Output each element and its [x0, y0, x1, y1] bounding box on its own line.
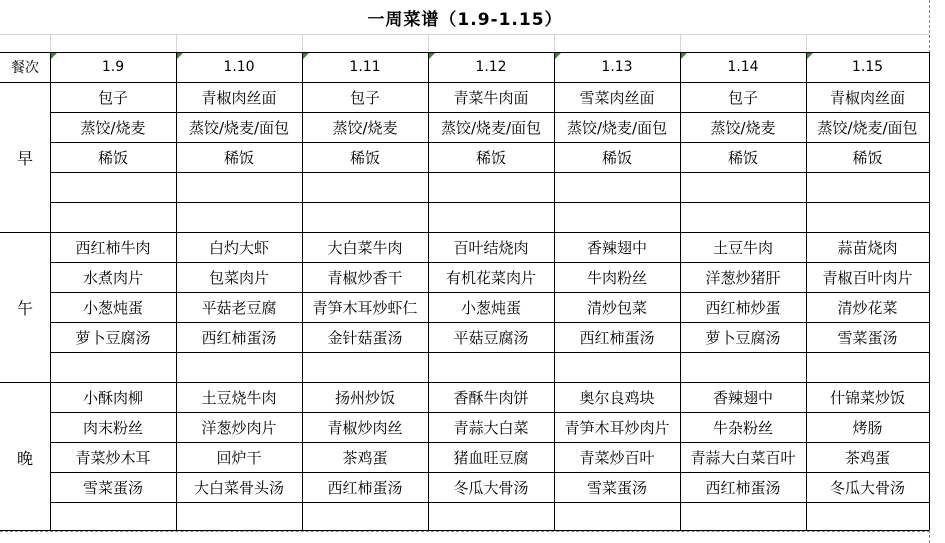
dish-cell: 牛肉粉丝	[586, 268, 647, 287]
dish-cell: 稀饭	[223, 148, 254, 167]
dish-cell	[50, 202, 176, 232]
dish-cell: 平菇老豆腐	[201, 298, 277, 317]
dish-cell: 青笋木耳炒虾仁	[312, 298, 418, 317]
dish-cell: 清炒花菜	[837, 298, 898, 317]
dish-cell: 西红柿蛋汤	[201, 328, 277, 347]
dish-cell: 青椒肉丝面	[201, 88, 277, 107]
dish-cell: 青蒜大白菜	[453, 418, 529, 437]
dish-cell: 茶鸡蛋	[342, 448, 388, 467]
dish-cell: 洋葱炒猪肝	[705, 268, 781, 287]
meal-label: 晚	[16, 448, 33, 468]
dish-cell	[806, 502, 929, 532]
dish-cell: 蒸饺/烧麦/面包	[188, 118, 290, 137]
gridline	[0, 34, 929, 35]
dish-cell: 青菜牛肉面	[453, 88, 529, 107]
dish-cell	[428, 502, 554, 532]
gridline	[176, 34, 177, 52]
gridline	[50, 34, 51, 52]
dish-cell	[302, 352, 428, 382]
header-corner-label: 餐次	[11, 60, 39, 76]
dish-cell: 蒸饺/烧麦	[332, 118, 398, 137]
dish-cell: 牛杂粉丝	[712, 418, 773, 437]
dish-cell: 青蒜大白菜百叶	[690, 448, 796, 467]
dish-cell: 青椒百叶肉片	[822, 268, 913, 287]
dish-cell: 稀饭	[727, 148, 758, 167]
dish-cell: 水煮肉片	[82, 268, 143, 287]
dish-cell: 西红柿蛋汤	[579, 328, 655, 347]
date-header: 1.10	[223, 59, 255, 75]
dish-cell: 蒜苗烧肉	[837, 238, 898, 257]
dish-cell	[554, 172, 680, 202]
dish-cell	[50, 172, 176, 202]
dish-cell: 雪菜蛋汤	[586, 478, 647, 497]
dish-cell: 什锦菜炒饭	[829, 388, 905, 407]
dish-cell: 青菜炒百叶	[579, 448, 655, 467]
dish-cell: 蒸饺/烧麦/面包	[440, 118, 542, 137]
dish-cell: 西红柿蛋汤	[327, 478, 403, 497]
cell-comment-marker	[429, 53, 435, 59]
dish-cell: 蒸饺/烧麦/面包	[817, 118, 918, 137]
dish-cell	[554, 202, 680, 232]
dish-cell: 平菇豆腐汤	[453, 328, 529, 347]
gridline	[680, 34, 681, 52]
dish-cell: 萝卜豆腐汤	[705, 328, 781, 347]
dish-cell: 稀饭	[475, 148, 506, 167]
cell-comment-marker	[51, 53, 57, 59]
dish-cell	[680, 352, 806, 382]
date-header: 1.9	[101, 59, 125, 75]
dish-cell	[302, 172, 428, 202]
dish-cell	[680, 202, 806, 232]
meal-label: 早	[16, 148, 33, 168]
dish-cell: 有机花菜肉片	[445, 268, 536, 287]
page-title: 一周菜谱（1.9-1.15）	[367, 9, 563, 30]
meal-label: 午	[16, 298, 33, 318]
gridline	[806, 34, 807, 52]
gridline	[554, 34, 555, 52]
dish-cell	[554, 352, 680, 382]
dish-cell	[806, 352, 929, 382]
cell-comment-marker	[303, 53, 309, 59]
dish-cell: 包子	[97, 88, 128, 107]
dish-cell	[428, 202, 554, 232]
dish-cell: 包子	[349, 88, 380, 107]
dish-cell: 青菜炒木耳	[75, 448, 151, 467]
date-header: 1.12	[475, 59, 507, 75]
dish-cell: 小酥肉柳	[82, 388, 143, 407]
dish-cell: 金针菇蛋汤	[327, 328, 403, 347]
dish-cell	[176, 352, 302, 382]
dish-cell	[428, 352, 554, 382]
dish-cell: 青椒炒肉丝	[327, 418, 403, 437]
dish-cell: 百叶结烧肉	[453, 238, 529, 257]
dish-cell	[806, 172, 929, 202]
date-header: 1.11	[349, 59, 381, 75]
dish-cell: 青笋木耳炒肉片	[564, 418, 670, 437]
dish-cell: 香酥牛肉饼	[453, 388, 529, 407]
dish-cell	[50, 352, 176, 382]
dish-cell: 清炒包菜	[586, 298, 647, 317]
dish-cell: 雪菜蛋汤	[837, 328, 898, 347]
dish-cell: 蒸饺/烧麦/面包	[566, 118, 668, 137]
cell-comment-marker	[177, 53, 183, 59]
dish-cell	[302, 502, 428, 532]
dish-cell: 小葱炖蛋	[82, 298, 143, 317]
dish-cell: 稀饭	[349, 148, 380, 167]
dish-cell: 猪血旺豆腐	[453, 448, 529, 467]
dish-cell: 香辣翅中	[712, 388, 773, 407]
dish-cell: 西红柿炒蛋	[705, 298, 781, 317]
dish-cell: 青椒肉丝面	[829, 88, 905, 107]
dish-cell	[50, 502, 176, 532]
date-header: 1.15	[851, 59, 884, 75]
dish-cell	[680, 502, 806, 532]
dish-cell: 萝卜豆腐汤	[75, 328, 151, 347]
dish-cell: 稀饭	[601, 148, 632, 167]
dish-cell: 土豆牛肉	[712, 238, 773, 257]
dish-cell: 肉末粉丝	[82, 418, 143, 437]
dish-cell: 洋葱炒肉片	[201, 418, 277, 437]
dish-cell	[176, 502, 302, 532]
dish-cell: 香辣翅中	[586, 238, 647, 257]
dish-cell: 扬州炒饭	[334, 388, 395, 407]
cell-comment-marker	[807, 53, 813, 59]
dish-cell	[428, 172, 554, 202]
gridline	[428, 34, 429, 52]
dish-cell: 白灼大虾	[208, 238, 269, 257]
dish-cell	[302, 202, 428, 232]
cell-comment-marker	[555, 53, 561, 59]
dish-cell: 蒸饺/烧麦	[710, 118, 776, 137]
dish-cell: 茶鸡蛋	[844, 448, 890, 467]
date-header: 1.13	[601, 59, 633, 75]
gridline	[302, 34, 303, 52]
dish-cell: 西红柿牛肉	[75, 238, 151, 257]
dish-cell: 小葱炖蛋	[460, 298, 521, 317]
table-border-right	[929, 52, 930, 530]
dish-cell: 包子	[727, 88, 758, 107]
dish-cell	[806, 202, 929, 232]
cell-comment-marker	[681, 53, 687, 59]
dish-cell: 烤肠	[852, 418, 883, 437]
dish-cell: 大白菜骨头汤	[193, 478, 284, 497]
dish-cell: 稀饭	[97, 148, 128, 167]
dish-cell: 冬瓜大骨汤	[829, 478, 905, 497]
dish-cell: 雪菜肉丝面	[579, 88, 655, 107]
dish-cell	[554, 502, 680, 532]
dish-cell: 蒸饺/烧麦	[80, 118, 146, 137]
dish-cell: 稀饭	[852, 148, 883, 167]
dish-cell: 冬瓜大骨汤	[453, 478, 529, 497]
dish-cell: 青椒炒香干	[327, 268, 403, 287]
dish-cell	[680, 172, 806, 202]
dish-cell	[176, 172, 302, 202]
dish-cell: 土豆烧牛肉	[201, 388, 277, 407]
dish-cell: 西红柿蛋汤	[705, 478, 781, 497]
dish-cell	[176, 202, 302, 232]
dish-cell: 雪菜蛋汤	[82, 478, 143, 497]
dish-cell: 奥尔良鸡块	[579, 388, 655, 407]
date-header: 1.14	[727, 59, 759, 75]
dish-cell: 回炉干	[216, 448, 262, 467]
dish-cell: 大白菜牛肉	[327, 238, 403, 257]
dish-cell: 包菜肉片	[208, 268, 269, 287]
